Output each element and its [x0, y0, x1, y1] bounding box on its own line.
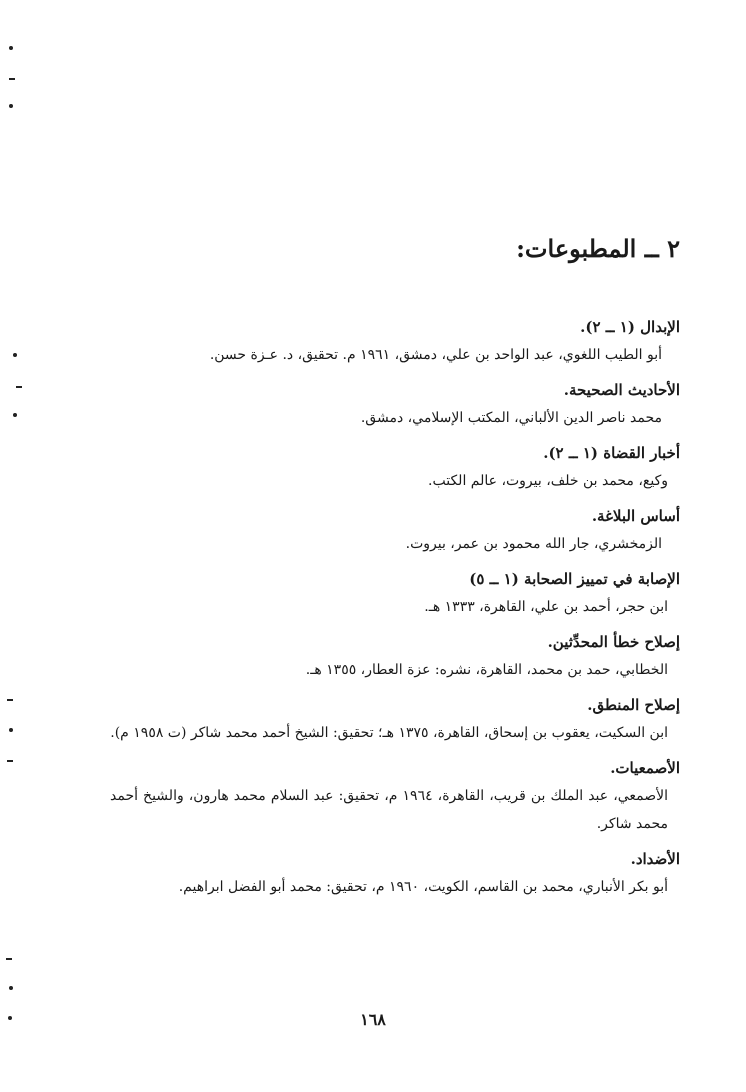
entry-title: الأحاديث الصحيحة.	[563, 381, 680, 399]
bibliography-entry	[110, 629, 680, 684]
entry-title: إصلاح خطأ المحدِّثين.	[547, 633, 680, 651]
entry-title: الأصمعيات.	[610, 759, 680, 777]
scan-speck	[9, 986, 13, 990]
scan-speck	[6, 958, 12, 960]
bibliography-entry	[110, 314, 680, 369]
entry-detail: ابن السكيت، يعقوب بن إسحاق، القاهرة، ١٣٧٥ هـ؛ تحقيق: الشيخ أحمد محمد شاكر (ت ١٩٥٨ م).	[110, 725, 668, 741]
bibliography-entry	[110, 377, 680, 432]
page-number: ١٦٨	[360, 1010, 386, 1029]
scan-speck	[7, 760, 13, 762]
entry-detail: ابن حجر، أحمد بن علي، القاهرة، ١٣٣٣ هـ.	[424, 599, 668, 615]
entry-detail: الأصمعي، عبد الملك بن قريب، القاهرة، ١٩٦٤ م، تحقيق: عبد السلام محمد هارون، والشيخ أحمد محمد شاكر.	[110, 788, 668, 832]
scan-speck	[13, 413, 17, 417]
scan-speck	[13, 353, 17, 357]
entry-title: الإبدال (١ ــ ٢).	[580, 318, 680, 336]
bibliography-entry	[110, 566, 680, 621]
bibliography-entry	[110, 755, 680, 838]
entry-detail: الزمخشري، جار الله محمود بن عمر، بيروت.	[405, 536, 662, 552]
entry-detail: محمد ناصر الدين الألباني، المكتب الإسلامي، دمشق.	[360, 410, 662, 426]
section-heading: ٢ ــ المطبوعات:	[516, 234, 680, 263]
entry-title: إصلاح المنطق.	[587, 696, 680, 714]
entry-title: الإصابة في تمييز الصحابة (١ ــ ٥)	[469, 570, 680, 588]
entry-detail: أبو الطيب اللغوي، عبد الواحد بن علي، دمشق، ١٩٦١ م. تحقيق، د. عـزة حسن.	[209, 347, 662, 363]
entry-title: أساس البلاغة.	[591, 507, 680, 525]
bibliography-entry	[110, 440, 680, 495]
bibliography-list	[110, 314, 680, 909]
entry-detail: أبو بكر الأنباري، محمد بن القاسم، الكويت، ١٩٦٠ م، تحقيق: محمد أبو الفضل ابراهيم.	[178, 879, 668, 895]
scan-speck	[9, 728, 13, 732]
entry-detail: الخطابي، حمد بن محمد، القاهرة، نشره: عزة العطار، ١٣٥٥ هـ.	[305, 662, 668, 678]
bibliography-entry	[110, 846, 680, 901]
bibliography-entry	[110, 503, 680, 558]
entry-detail: وكيع، محمد بن خلف، بيروت، عالم الكتب.	[428, 473, 668, 489]
scan-speck	[9, 104, 13, 108]
entry-title: الأضداد.	[630, 850, 680, 868]
scan-speck	[9, 78, 15, 80]
scan-speck	[9, 46, 13, 50]
bibliography-entry	[110, 692, 680, 747]
scan-speck	[7, 699, 13, 701]
entry-title: أخبار القضاة (١ ــ ٢).	[543, 444, 680, 462]
scan-speck	[16, 386, 22, 388]
